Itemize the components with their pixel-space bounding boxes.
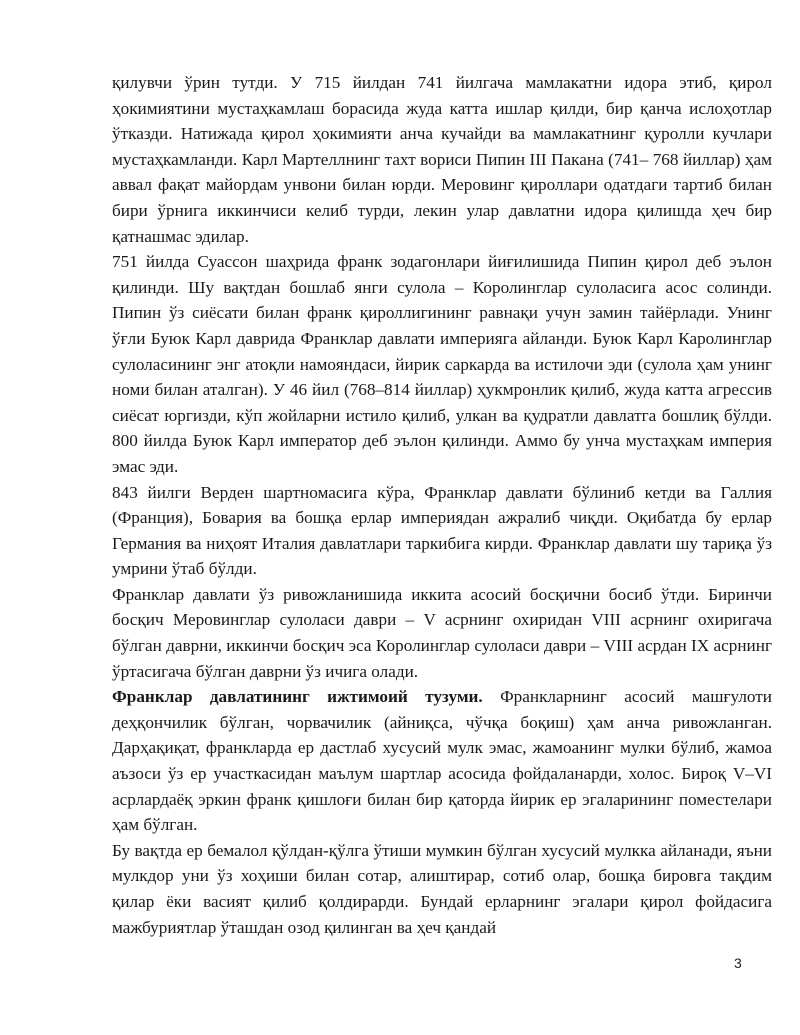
paragraph-1-text: қилувчи ўрин тутди. У 715 йилдан 741 йилгача мамлакатни идора этиб, қирол ҳокимиятини мустаҳкамлаш борасида жуда катта ишлар қилди, бир қанча ислоҳотлар ўтказди. Натижада қирол ҳокимияти анча кучайди ва мамлакатнинг қуролли кучлари мустаҳкамланди. Карл Мартеллнинг тахт вориси Пипин III Пакана (741– 768 йиллар) ҳам аввал фақат майордам унвони билан юрди. Меровинг қироллари одатдаги тартиб билан бири ўрнига иккинчиси келиб турди, лекин улар давлатни идора қилишда ҳеч бир қатнашмас эдилар. bbox=[112, 73, 772, 246]
paragraph-5 bbox=[112, 684, 772, 838]
document-page bbox=[112, 70, 772, 940]
section-heading-social-structure: Франклар давлатининг ижтимоий тузуми. bbox=[112, 687, 483, 707]
paragraph-4 bbox=[112, 582, 772, 684]
paragraph-5-text: Франкларнинг асосий машғулоти деҳқончилик бўлган, чорвачилик (айниқса, чўчқа боқиш) ҳам анча ривожланган. Дарҳақиқат, франкларда ер дастлаб хусусий мулк эмас, жамоанинг мулки бўлиб, жамоа аъзоси ўз ер участкасидан маълум шартлар асосида фойдаланарди, холос. Бироқ V–VI асрлардаёқ эркин франк қишлоғи билан бир қаторда йирик ер эгаларининг поместелари ҳам бўлган. bbox=[112, 687, 772, 835]
paragraph-2-text: 751 йилда Суассон шаҳрида франк зодагонлари йиғилишида Пипин қирол деб эълон қилинди. Шу вақтдан бошлаб янги сулола – Королинглар сулоласига асос солинди. Пипин ўз сиёсати билан франк қироллигининг равнақи учун замин тайёрлади. Унинг ўғли Буюк Карл даврида Франклар давлати империяга айланди. Буюк Карл Каролинглар сулоласининг энг атоқли намояндаси, йирик саркарда ва истилочи эди (сулола ҳам унинг номи билан аталган). У 46 йил (768–814 йиллар) ҳукмронлик қилиб, жуда катта агрессив сиёсат юргизди, кўп жойларни истило қилиб, улкан ва қудратли давлатга бошлиқ бўлди. 800 йилда Буюк Карл император деб эълон қилинди. Аммо бу унча мустаҳкам империя эмас эди. bbox=[112, 252, 772, 476]
paragraph-1 bbox=[112, 70, 772, 249]
page-number: 3 bbox=[734, 955, 742, 971]
paragraph-6 bbox=[112, 838, 772, 940]
paragraph-6-text: Бу вақтда ер бемалол қўлдан-қўлга ўтиши мумкин бўлган хусусий мулкка айланади, яъни мулкдор уни ўз хоҳиши билан сотар, алиштирар, сотиб олар, бошқа бировга тақдим қилар ёки васият қилиб қолдирарди. Бундай ерларнинг эгалари қирол фойдасига мажбуриятлар ўташдан озод қилинган ва ҳеч қандай bbox=[112, 840, 772, 937]
paragraph-3 bbox=[112, 480, 772, 582]
paragraph-2 bbox=[112, 249, 772, 479]
paragraph-4-text: Франклар давлати ўз ривожланишида иккита асосий босқични босиб ўтди. Биринчи босқич Меровинглар сулоласи даври – V асрнинг охиридан VIII асрнинг охиригача бўлган даврни, иккинчи босқич эса Королинглар сулоласи даври – VIII асрдан IX асрнинг ўртасигача бўлган даврни ўз ичига олади. bbox=[112, 584, 772, 681]
paragraph-3-text: 843 йилги Верден шартномасига кўра, Франклар давлати бўлиниб кетди ва Галлия (Франция), Бовария ва бошқа ерлар империядан ажралиб чиқди. Оқибатда бу ерлар Германия ва ниҳоят Италия давлатлари таркибига кирди. Франклар давлати шу тариқа ўз умрини ўтаб бўлди. bbox=[112, 482, 772, 579]
